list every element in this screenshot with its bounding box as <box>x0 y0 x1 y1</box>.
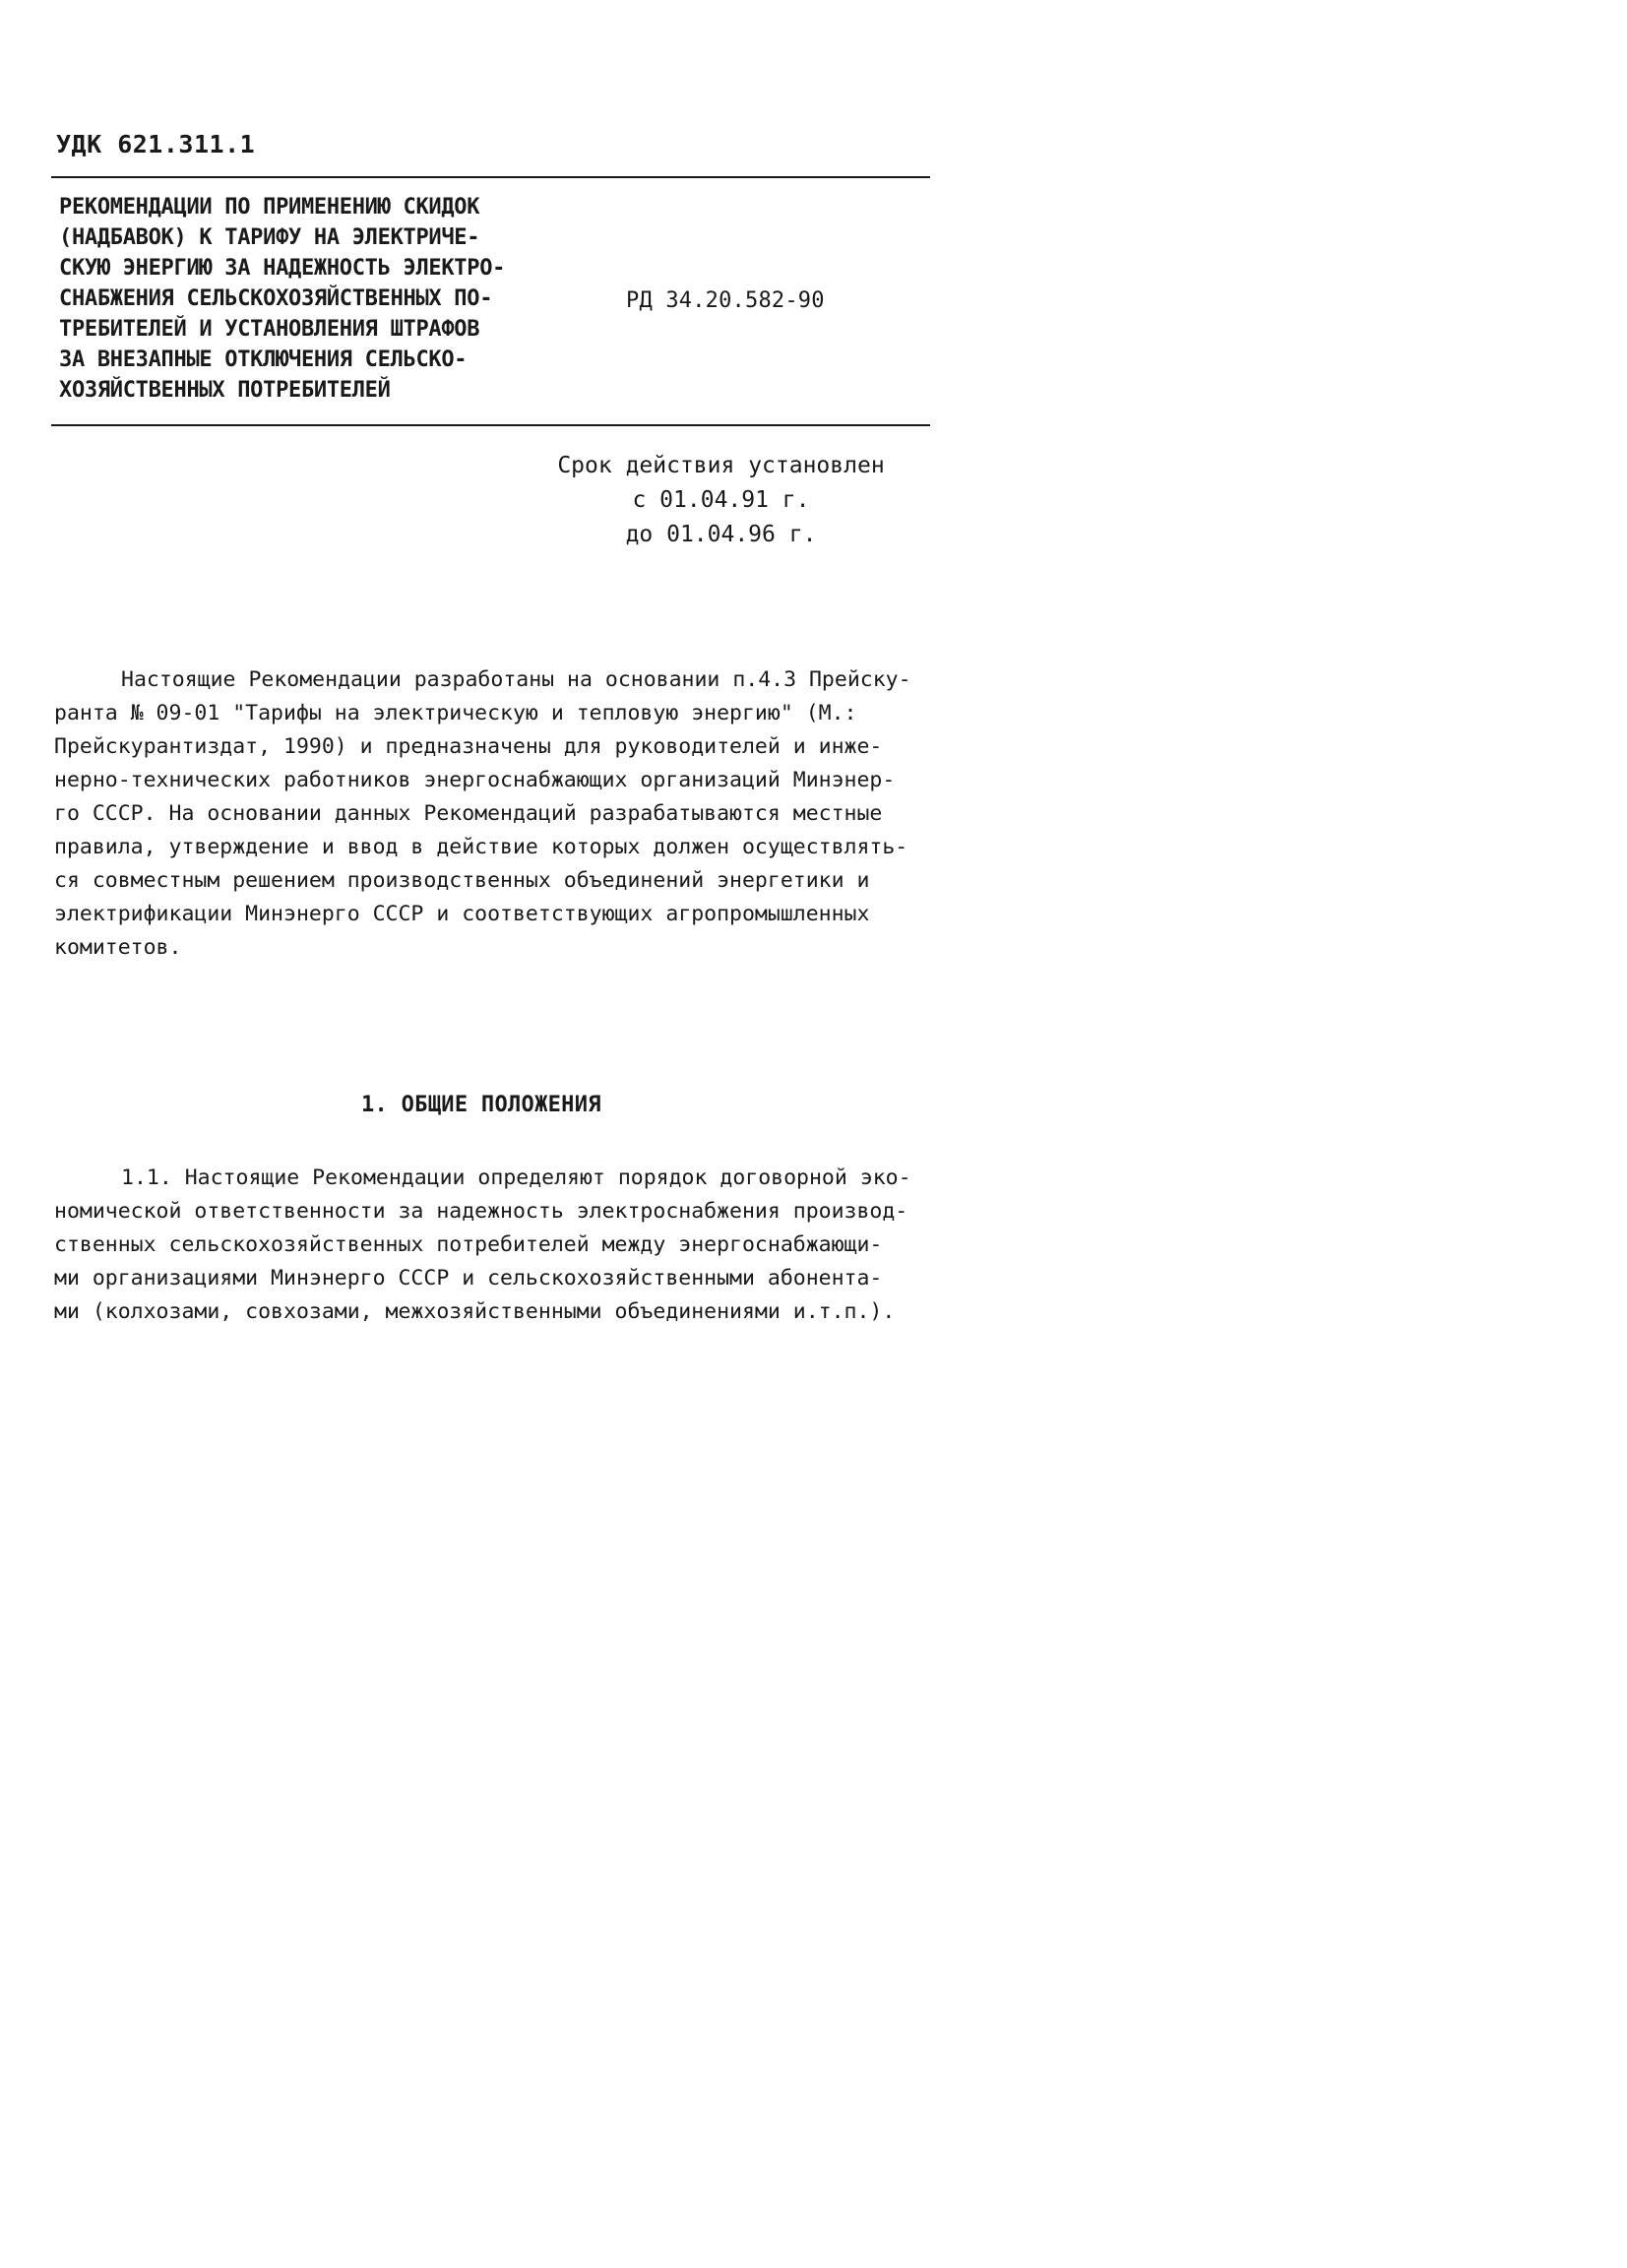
paragraph-line: 1.1. Настоящие Рекомендации определяют порядок договорной эко- <box>121 1166 911 1190</box>
paragraph-line: электрификации Минэнерго СССР и соответствующих агропромышленных <box>54 902 870 926</box>
paragraph-line: правила, утверждение и ввод в действие которых должен осуществлять- <box>54 835 908 859</box>
validity-label: Срок действия установлен <box>557 453 885 478</box>
paragraph-line: нерно-технических работников энергоснабжающих организаций Минэнер- <box>54 768 896 792</box>
section-heading: 1. ОБЩИЕ ПОЛОЖЕНИЯ <box>361 1093 601 1117</box>
validity-period <box>551 449 891 552</box>
title-rule-bottom <box>51 424 930 426</box>
paragraph-line: Прейскурантиздат, 1990) и предназначены для руководителей и инже- <box>54 734 883 759</box>
udk-code: УДК 621.311.1 <box>56 130 256 158</box>
title-line: СКУЮ ЭНЕРГИЮ ЗА НАДЕЖНОСТЬ ЭЛЕКТРО- <box>59 256 506 281</box>
title-line: ЗА ВНЕЗАПНЫЕ ОТКЛЮЧЕНИЯ СЕЛЬСКО- <box>59 347 468 372</box>
paragraph-line: го СССР. На основании данных Рекомендаций разрабатываются местные <box>54 801 883 826</box>
paragraph-line: ранта № 09-01 "Тарифы на электрическую и тепловую энергию" (М.: <box>54 701 857 725</box>
paragraph-line: ми организациями Минэнерго СССР и сельскохозяйственными абонента- <box>54 1266 883 1291</box>
title-line: РЕКОМЕНДАЦИИ ПО ПРИМЕНЕНИЮ СКИДОК <box>59 195 480 220</box>
title-rule-top <box>51 176 930 178</box>
paragraph-line: ственных сельскохозяйственных потребителей между энергоснабжающи- <box>54 1232 883 1257</box>
title-line: ХОЗЯЙСТВЕННЫХ ПОТРЕБИТЕЛЕЙ <box>59 378 391 403</box>
paragraph-line: номической ответственности за надежность электроснабжения производ- <box>54 1199 908 1224</box>
document-title <box>59 192 532 406</box>
document-code: РД 34.20.582-90 <box>626 288 825 313</box>
validity-start: с 01.04.91 г. <box>632 487 810 513</box>
paragraph-line: ся совместным решением производственных объединений энергетики и <box>54 868 870 893</box>
title-line: СНАБЖЕНИЯ СЕЛЬСКОХОЗЯЙСТВЕННЫХ ПО- <box>59 286 493 311</box>
title-line: ТРЕБИТЕЛЕЙ И УСТАНОВЛЕНИЯ ШТРАФОВ <box>59 317 480 342</box>
clause-1-1 <box>54 1162 940 1329</box>
paragraph-line: ми (колхозами, совхозами, межхозяйственными объединениями и.т.п.). <box>54 1299 896 1324</box>
title-line: (НАДБАВОК) К ТАРИФУ НА ЭЛЕКТРИЧЕ- <box>59 225 480 250</box>
paragraph-line: комитетов. <box>54 935 182 960</box>
validity-end: до 01.04.96 г. <box>625 522 817 547</box>
intro-paragraph <box>54 663 940 965</box>
paragraph-line: Настоящие Рекомендации разработаны на основании п.4.3 Прейску- <box>121 667 911 692</box>
